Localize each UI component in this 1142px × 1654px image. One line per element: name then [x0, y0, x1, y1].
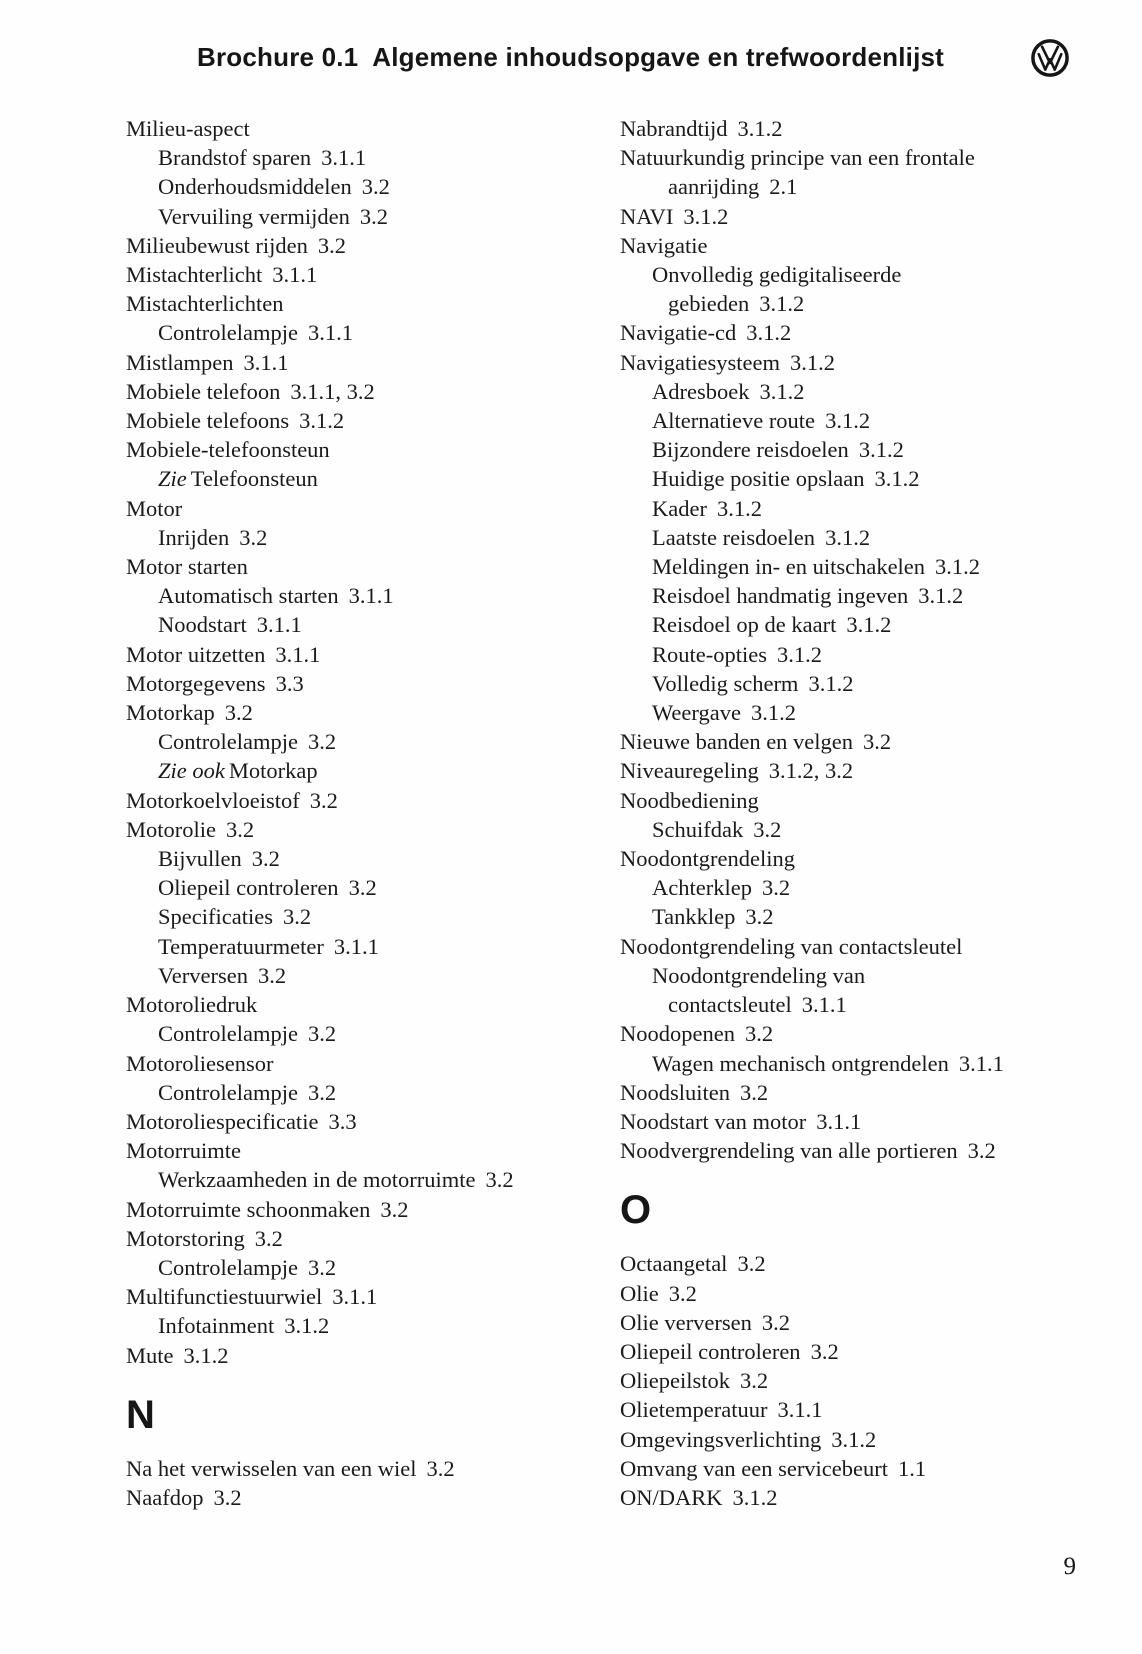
index-entry [620, 1483, 1120, 1512]
entry-ref: 3.2 [224, 700, 253, 726]
entry-text: Motorolie [126, 816, 216, 842]
entry-ref: 3.2 [426, 1455, 455, 1481]
entry-ref: 3.1.2 [284, 1313, 330, 1339]
entry-ref: 3.2 [863, 729, 892, 755]
index-entry [620, 990, 1120, 1019]
entry-text: Verversen [158, 962, 248, 988]
index-entry [126, 669, 620, 698]
entry-text: Bijvullen [158, 846, 242, 872]
index-entry [126, 1253, 620, 1282]
entry-ref: 3.1.2 [746, 320, 792, 346]
index-entry [126, 143, 620, 172]
entry-text: Infotainment [158, 1313, 275, 1339]
entry-text: Bijzondere reisdoelen [652, 437, 849, 463]
entry-text: Noodopenen [620, 1021, 735, 1047]
entry-ref: 3.1.1 [348, 583, 394, 609]
entry-ref: 1.1 [898, 1455, 927, 1481]
entry-text: Noodbediening [620, 787, 759, 813]
index-entry [620, 1078, 1120, 1107]
index-entry [126, 260, 620, 289]
entry-text: Motorkap [228, 758, 318, 784]
entry-ref: 3.2 [739, 1368, 769, 1394]
entry-ref: 3.2 [251, 846, 280, 872]
index-entry [126, 464, 620, 493]
index-entry [620, 1454, 1120, 1483]
index-entry [620, 1107, 1120, 1136]
entry-ref: 3.1.1 [272, 262, 318, 288]
entry-ref: 3.2 [761, 1309, 790, 1335]
entry-ref: 3.1.1 [243, 349, 289, 375]
entry-text: Weergave [652, 700, 741, 726]
entry-ref: 3.3 [275, 670, 304, 696]
entry-text: Niveauregeling [620, 758, 759, 784]
entry-ref: 3.1.2 [716, 495, 762, 521]
entry-ref: 3.1.2 [789, 349, 835, 375]
index-entry [620, 172, 1120, 201]
entry-ref: 3.1.2 [831, 1426, 877, 1452]
index-entry [126, 1136, 620, 1165]
entry-text: Mistachterlicht [126, 262, 263, 288]
index-entry [126, 1107, 620, 1136]
entry-text: Noodsluiten [620, 1079, 730, 1105]
entry-ref: 3.1.2 [846, 612, 892, 638]
entry-ref: 3.1.1 [256, 612, 302, 638]
index-entry [126, 1195, 620, 1224]
index-entry [620, 1425, 1120, 1454]
entry-ref: 3.1.2 [750, 700, 796, 726]
entry-text: Mute [126, 1342, 174, 1368]
index-entry [620, 494, 1120, 523]
index-entry [126, 873, 620, 902]
index-entry [126, 786, 620, 815]
index-entry [126, 844, 620, 873]
index-entry [620, 1136, 1120, 1165]
entry-ref: 3.2 [361, 174, 390, 200]
entry-text: Reisdoel handmatig ingeven [652, 583, 909, 609]
index-entry [126, 406, 620, 435]
index-entry [620, 1337, 1120, 1366]
cross-reference-label: Zie [158, 466, 187, 492]
index-entry [126, 348, 620, 377]
index-entry [620, 669, 1120, 698]
entry-ref: 3.2 [359, 203, 388, 229]
index-entry [126, 640, 620, 669]
index-entry [620, 1366, 1120, 1395]
entry-text: Motor uitzetten [126, 641, 266, 667]
entry-text: Adresboek [652, 378, 750, 404]
index-entry [126, 1049, 620, 1078]
entry-text: Kader [652, 495, 707, 521]
entry-text: Meldingen in- en uitschakelen [652, 554, 926, 580]
entry-text: Mobiele telefoons [126, 408, 290, 434]
entry-ref: 3.2 [307, 1254, 337, 1280]
index-entry [126, 494, 620, 523]
entry-ref: 3.2 [307, 1079, 337, 1105]
entry-text: Multifunctiestuurwiel [126, 1284, 323, 1310]
entry-ref: 3.2 [307, 1021, 337, 1047]
entry-text: Reisdoel op de kaart [652, 612, 837, 638]
entry-text: Navigatie [620, 232, 708, 258]
entry-ref: 3.1.1 [333, 933, 379, 959]
entry-text: Olie verversen [620, 1309, 752, 1335]
entry-text: Volledig scherm [652, 670, 799, 696]
entry-ref: 3.1.2 [858, 437, 904, 463]
entry-ref: 3.1.1 [332, 1284, 378, 1310]
entry-text: ON/DARK [620, 1484, 723, 1510]
entry-text: Milieu-aspect [126, 116, 250, 141]
index-entry [126, 435, 620, 464]
entry-ref: 3.1.2 [299, 408, 345, 434]
entry-ref: 3.2 [745, 904, 774, 930]
index-entry [126, 289, 620, 318]
index-entry [620, 902, 1120, 931]
entry-text: Controlelampje [158, 729, 298, 755]
entry-text: Nabrandtijd [620, 116, 728, 141]
index-entry [126, 902, 620, 931]
entry-text: Olie [620, 1280, 659, 1306]
entry-text: Mobiele telefoon [126, 378, 281, 404]
index-entry [620, 961, 1120, 990]
entry-text: Motorkoelvloeistof [126, 787, 300, 813]
entry-ref: 3.1.2 [183, 1342, 229, 1368]
entry-text: gebieden [668, 291, 750, 317]
entry-text: Oliepeilstok [620, 1368, 730, 1394]
index-entry [126, 1311, 620, 1340]
entry-text: Motorkap [126, 700, 215, 726]
vw-logo-icon [1030, 38, 1070, 78]
entry-text: Brandstof sparen [158, 145, 312, 171]
index-entry [126, 1078, 620, 1107]
entry-text: Mobiele-telefoonsteun [126, 437, 330, 463]
index-entry [620, 786, 1120, 815]
entry-text: Noodontgrendeling van [652, 962, 866, 988]
entry-text: Alternatieve route [652, 408, 816, 434]
index-entry [126, 231, 620, 260]
entry-text: Huidige positie opslaan [652, 466, 865, 492]
entry-text: Werkzaamheden in de motorruimte [158, 1167, 476, 1193]
entry-text: Route-opties [652, 641, 767, 667]
entry-ref: 3.1.2 [759, 378, 805, 404]
index-entry [620, 844, 1120, 873]
entry-text: Wagen mechanisch ontgrendelen [652, 1050, 949, 1076]
entry-ref: 3.2 [307, 729, 337, 755]
index-entry [620, 610, 1120, 639]
entry-text: Automatisch starten [158, 583, 339, 609]
index-entry [620, 1019, 1120, 1048]
entry-text: Milieubewust rijden [126, 232, 308, 258]
index-entry [126, 202, 620, 231]
index-entry [126, 377, 620, 406]
entry-ref: 3.2 [810, 1338, 839, 1364]
entry-text: Motorruimte [126, 1138, 241, 1164]
entry-ref: 3.2 [309, 787, 338, 813]
index-entry [620, 873, 1120, 902]
index-entry [126, 961, 620, 990]
entry-text: Motoroliespecificatie [126, 1108, 319, 1134]
entry-text: Noodontgrendeling [620, 846, 795, 872]
entry-ref: 3.2 [254, 1225, 283, 1251]
entry-text: Noodontgrendeling van contactsleutel [620, 933, 963, 959]
index-entry [620, 815, 1120, 844]
page-number: 9 [1063, 1553, 1076, 1580]
index-entry [126, 114, 620, 143]
entry-text: Oliepeil controleren [158, 875, 339, 901]
index-entry [126, 1282, 620, 1311]
entry-text: Noodvergrendeling van alle portieren [620, 1138, 958, 1164]
entry-ref: 3.2 [740, 1079, 769, 1105]
entry-text: Naafdop [126, 1484, 204, 1510]
index-entry [620, 435, 1120, 464]
index-entry [126, 172, 620, 201]
entry-text: Omgevingsverlichting [620, 1426, 822, 1452]
entry-text: Nieuwe banden en velgen [620, 729, 854, 755]
entry-ref: 3.1.2 [935, 554, 981, 580]
entry-ref: 3.1.1 [958, 1050, 1004, 1076]
entry-ref: 3.1.2 [683, 203, 729, 229]
index-entry [620, 1249, 1120, 1278]
entry-ref: 3.2 [226, 816, 255, 842]
entry-text: Noodstart [158, 612, 247, 638]
cross-reference-label: Zie ook [158, 758, 225, 784]
entry-ref: 3.1.1 [816, 1108, 862, 1134]
index-entry [620, 143, 1120, 172]
entry-text: Laatste reisdoelen [652, 524, 816, 550]
index-entry [620, 202, 1120, 231]
entry-ref: 3.1.2 [759, 291, 805, 317]
index-entry [620, 231, 1120, 260]
entry-ref: 3.2 [348, 875, 377, 901]
entry-text: Mistlampen [126, 349, 234, 375]
index-entry [126, 756, 620, 785]
section-letter-n: N [126, 1392, 155, 1437]
entry-ref: 3.2 [753, 816, 782, 842]
index-columns [126, 114, 1142, 1512]
entry-text: Natuurkundig principe van een frontale [620, 145, 975, 171]
entry-text: Motorruimte schoonmaken [126, 1196, 371, 1222]
entry-ref: 3.2 [213, 1484, 242, 1510]
entry-ref: 3.1.2 [874, 466, 920, 492]
entry-text: Controlelampje [158, 1021, 298, 1047]
entry-text: Oliepeil controleren [620, 1338, 801, 1364]
entry-text: Temperatuurmeter [158, 933, 324, 959]
entry-text: Navigatiesysteem [620, 349, 780, 375]
entry-text: Noodstart van motor [620, 1108, 807, 1134]
index-entry [620, 932, 1120, 961]
entry-text: Schuifdak [652, 816, 744, 842]
entry-text: Telefoonsteun [190, 466, 318, 492]
index-entry [126, 581, 620, 610]
index-entry [126, 698, 620, 727]
entry-ref: 3.1.1 [801, 992, 847, 1018]
entry-ref: 3.2 [485, 1167, 514, 1193]
entry-ref: 3.2 [737, 1251, 766, 1277]
index-entry [620, 1308, 1120, 1337]
entry-text: Tankklep [652, 904, 736, 930]
entry-ref: 3.2 [744, 1021, 774, 1047]
entry-text: Vervuiling vermijden [158, 203, 350, 229]
index-entry [620, 756, 1120, 785]
entry-text: Onderhoudsmiddelen [158, 174, 352, 200]
entry-ref: 3.2 [967, 1138, 996, 1164]
entry-text: Olietemperatuur [620, 1397, 768, 1423]
index-column-right [620, 114, 1120, 1512]
entry-text: Motorgegevens [126, 670, 266, 696]
index-entry [620, 698, 1120, 727]
index-entry [620, 260, 1120, 289]
index-entry [126, 552, 620, 581]
entry-ref: 3.1.2 [732, 1484, 778, 1510]
entry-ref: 3.2 [282, 904, 312, 930]
index-entry [620, 406, 1120, 435]
entry-ref: 3.1.2 [825, 524, 871, 550]
entry-text: Motorstoring [126, 1225, 245, 1251]
index-entry [620, 1049, 1120, 1078]
entry-ref: 3.1.2 [776, 641, 822, 667]
entry-text: contactsleutel [668, 992, 792, 1018]
entry-text: Na het verwisselen van een wiel [126, 1455, 417, 1481]
index-entry [126, 727, 620, 756]
entry-text: Inrijden [158, 524, 230, 550]
entry-text: Octaangetal [620, 1251, 728, 1277]
index-entry [620, 640, 1120, 669]
index-entry [620, 552, 1120, 581]
index-entry [126, 318, 620, 347]
index-entry [620, 377, 1120, 406]
entry-ref: 2.1 [769, 174, 798, 200]
entry-ref: 3.1.2 [808, 670, 854, 696]
entry-text: Motor starten [126, 554, 248, 580]
index-entry [620, 1279, 1120, 1308]
index-entry [620, 464, 1120, 493]
index-entry [620, 523, 1120, 552]
index-entry [620, 289, 1120, 318]
entry-text: Achterklep [652, 875, 752, 901]
entry-ref: 3.2 [239, 524, 268, 550]
index-column-left [126, 114, 620, 1512]
index-entry [126, 1483, 620, 1512]
index-entry [620, 318, 1120, 347]
entry-text: Navigatie-cd [620, 320, 737, 346]
entry-ref: 3.2 [668, 1280, 697, 1306]
index-entry [126, 1454, 620, 1483]
entry-text: NAVI [620, 203, 674, 229]
entry-text: Controlelampje [158, 1079, 298, 1105]
index-entry [126, 990, 620, 1019]
entry-ref: 3.3 [328, 1108, 357, 1134]
entry-ref: 3.1.1 [321, 145, 367, 171]
entry-ref: 3.1.2 [825, 408, 871, 434]
entry-ref: 3.1.2 [737, 116, 783, 141]
entry-text: Controlelampje [158, 1254, 298, 1280]
entry-text: Omvang van een servicebeurt [620, 1455, 889, 1481]
entry-ref: 3.1.1, 3.2 [290, 378, 375, 404]
entry-text: aanrijding [668, 174, 760, 200]
entry-text: Motoroliedruk [126, 992, 258, 1018]
entry-ref: 3.1.1 [275, 641, 321, 667]
index-entry [126, 932, 620, 961]
index-entry [620, 348, 1120, 377]
entry-ref: 3.2 [380, 1196, 409, 1222]
entry-ref: 3.1.1 [307, 320, 353, 346]
entry-ref: 3.2 [761, 875, 791, 901]
entry-ref: 3.2 [317, 232, 346, 258]
entry-text: Specificaties [158, 904, 273, 930]
index-entry [126, 1165, 620, 1194]
index-entry [126, 1224, 620, 1253]
index-entry [126, 1019, 620, 1048]
index-entry [620, 114, 1120, 143]
entry-ref: 3.1.1 [777, 1397, 823, 1423]
entry-text: Mistachterlichten [126, 291, 284, 317]
entry-ref: 3.2 [257, 962, 287, 988]
page-title: Brochure 0.1 Algemene inhoudsopgave en trefwoordenlijst [197, 42, 945, 72]
entry-ref: 3.1.2 [918, 583, 964, 609]
index-entry [620, 581, 1120, 610]
index-entry [620, 727, 1120, 756]
entry-text: Motor [126, 495, 183, 521]
index-entry [126, 523, 620, 552]
index-entry [126, 815, 620, 844]
entry-text: Onvolledig gedigitaliseerde [652, 262, 902, 288]
index-entry [620, 1395, 1120, 1424]
entry-text: Motoroliesensor [126, 1050, 274, 1076]
entry-text: Controlelampje [158, 320, 298, 346]
index-entry [126, 610, 620, 639]
index-entry [126, 1341, 620, 1370]
section-letter-o: O [620, 1188, 652, 1233]
entry-ref: 3.1.2, 3.2 [768, 758, 854, 784]
